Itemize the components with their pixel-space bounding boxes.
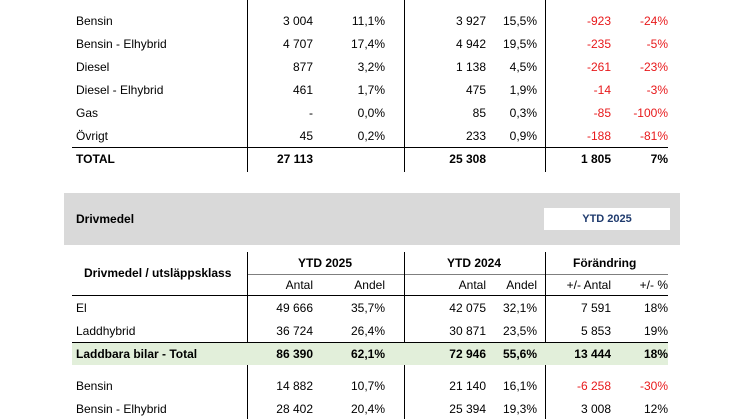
diff-antal: -923 xyxy=(586,14,611,28)
total-antal-2025: 27 113 xyxy=(276,152,313,166)
table-row xyxy=(0,125,746,147)
table-row xyxy=(0,56,746,78)
subtotal-diff-pct: 18% xyxy=(643,347,668,361)
diff-pct: -3% xyxy=(646,83,668,97)
subtotal-antal-2024: 72 946 xyxy=(449,347,486,361)
total-antal-2024: 25 308 xyxy=(449,152,486,166)
antal-2025: 14 882 xyxy=(276,379,313,393)
diff-antal: 3 008 xyxy=(580,402,611,416)
row-label: Gas xyxy=(76,106,99,120)
andel-2024: 0,3% xyxy=(509,106,537,120)
antal-2024: 85 xyxy=(472,106,486,120)
andel-2025: 1,7% xyxy=(357,83,385,97)
diff-pct: -5% xyxy=(646,37,668,51)
antal-2025: 461 xyxy=(292,83,313,97)
subheader-andel: Andel xyxy=(506,278,537,292)
total-diff-pct: 7% xyxy=(650,152,668,166)
andel-2024: 16,1% xyxy=(502,379,537,393)
diff-pct: -23% xyxy=(639,60,668,74)
andel-2024: 1,9% xyxy=(509,83,537,97)
andel-2025: 0,0% xyxy=(357,106,385,120)
subtotal-andel-2024: 55,6% xyxy=(502,347,537,361)
header-underline xyxy=(546,274,668,275)
andel-2024: 15,5% xyxy=(502,14,537,28)
group-header-ytd2024: YTD 2024 xyxy=(447,256,502,270)
row-label: Bensin xyxy=(76,379,113,393)
andel-2024: 4,5% xyxy=(509,60,537,74)
subheader-antal: Antal xyxy=(285,278,313,292)
group-header-change: Förändring xyxy=(573,256,637,270)
table-row xyxy=(0,297,746,319)
table-row xyxy=(0,320,746,342)
subtotal-antal-2025: 86 390 xyxy=(276,347,313,361)
subheader-andel: Andel xyxy=(354,278,385,292)
header-underline xyxy=(405,274,545,275)
diff-pct: -30% xyxy=(639,379,668,393)
andel-2025: 20,4% xyxy=(350,402,385,416)
total-label: TOTAL xyxy=(76,152,115,166)
antal-2024: 3 927 xyxy=(455,14,486,28)
subtotal-row xyxy=(0,343,746,365)
diff-pct: -81% xyxy=(639,129,668,143)
row-label: Diesel - Elhybrid xyxy=(76,83,164,97)
section-title: Drivmedel xyxy=(76,212,135,226)
antal-2024: 25 394 xyxy=(449,402,486,416)
andel-2025: 3,2% xyxy=(357,60,385,74)
diff-pct: 19% xyxy=(643,324,668,338)
antal-2024: 475 xyxy=(465,83,486,97)
antal-2025: 28 402 xyxy=(276,402,313,416)
total-diff-antal: 1 805 xyxy=(580,152,611,166)
subtotal-diff-antal: 13 444 xyxy=(574,347,611,361)
antal-2024: 42 075 xyxy=(449,301,486,315)
table-row xyxy=(0,102,746,124)
subheader-diff-pct: +/- % xyxy=(639,278,668,292)
diff-pct: -24% xyxy=(639,14,668,28)
andel-2024: 0,9% xyxy=(509,129,537,143)
andel-2025: 17,4% xyxy=(350,37,385,51)
antal-2025: - xyxy=(309,106,313,120)
antal-2024: 30 871 xyxy=(449,324,486,338)
category-header: Drivmedel / utsläppsklass xyxy=(84,266,232,280)
antal-2025: 49 666 xyxy=(276,301,313,315)
andel-2025: 11,1% xyxy=(351,14,385,28)
row-label: Bensin - Elhybrid xyxy=(76,402,167,416)
table-row xyxy=(0,398,746,420)
antal-2025: 3 004 xyxy=(282,14,313,28)
andel-2025: 0,2% xyxy=(357,129,385,143)
diff-antal: -14 xyxy=(593,83,611,97)
antal-2025: 877 xyxy=(292,60,313,74)
row-label: Bensin xyxy=(76,14,113,28)
andel-2024: 19,5% xyxy=(502,37,537,51)
diff-antal: -85 xyxy=(593,106,611,120)
group-header-ytd2025: YTD 2025 xyxy=(298,256,353,270)
antal-2024: 1 138 xyxy=(455,60,486,74)
table-row xyxy=(0,33,746,55)
subheader-antal: Antal xyxy=(458,278,486,292)
andel-2024: 23,5% xyxy=(502,324,537,338)
diff-antal: -6 258 xyxy=(576,379,611,393)
row-label: El xyxy=(76,301,87,315)
table-row xyxy=(0,79,746,101)
andel-2025: 26,4% xyxy=(350,324,385,338)
antal-2024: 233 xyxy=(465,129,486,143)
andel-2024: 19,3% xyxy=(502,402,537,416)
table-row xyxy=(0,375,746,397)
total-row xyxy=(0,148,746,170)
andel-2024: 32,1% xyxy=(502,301,537,315)
period-badge: YTD 2025 xyxy=(544,208,670,230)
diff-antal: -235 xyxy=(586,37,611,51)
andel-2025: 35,7% xyxy=(350,301,385,315)
diff-antal: 5 853 xyxy=(580,324,611,338)
antal-2025: 4 707 xyxy=(282,37,313,51)
diff-antal: -188 xyxy=(586,129,611,143)
row-label: Bensin - Elhybrid xyxy=(76,37,167,51)
diff-antal: -261 xyxy=(586,60,611,74)
diff-pct: -100% xyxy=(633,106,668,120)
antal-2024: 4 942 xyxy=(455,37,486,51)
table-row xyxy=(0,10,746,32)
diff-antal: 7 591 xyxy=(580,301,611,315)
header-underline xyxy=(248,274,404,275)
row-label: Övrigt xyxy=(76,129,109,143)
antal-2025: 36 724 xyxy=(276,324,313,338)
header-bottom-rule xyxy=(72,295,668,296)
subtotal-label: Laddbara bilar - Total xyxy=(76,347,198,361)
subtotal-andel-2025: 62,1% xyxy=(350,347,385,361)
row-label: Laddhybrid xyxy=(76,324,136,338)
diff-pct: 12% xyxy=(643,402,668,416)
andel-2025: 10,7% xyxy=(350,379,385,393)
antal-2025: 45 xyxy=(299,129,313,143)
diff-pct: 18% xyxy=(643,301,668,315)
row-label: Diesel xyxy=(76,60,110,74)
subheader-diff-antal: +/- Antal xyxy=(566,278,611,292)
antal-2024: 21 140 xyxy=(449,379,486,393)
